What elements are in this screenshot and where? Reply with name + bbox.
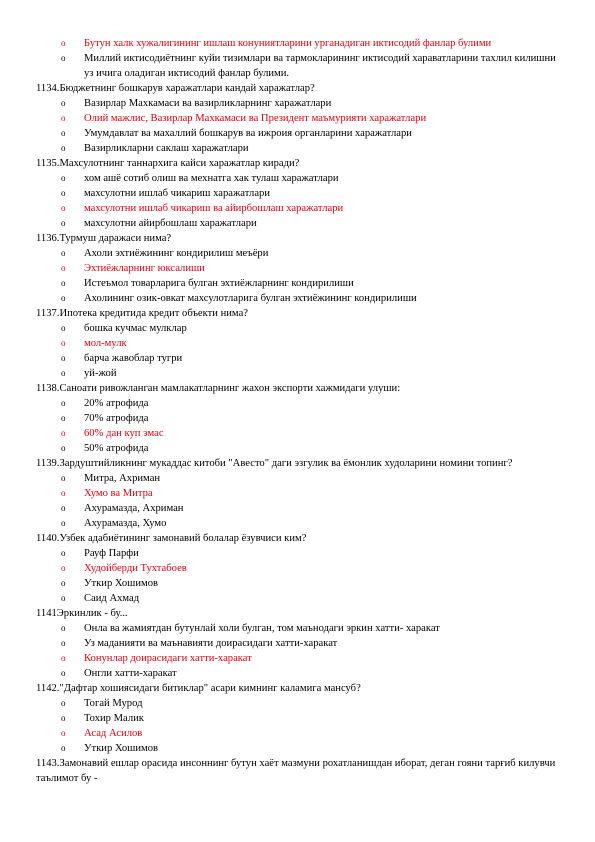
bullet-icon: o [61, 443, 66, 453]
bullet-icon: o [61, 173, 66, 183]
answer-option-correct [0, 201, 565, 216]
bullet-icon: o [61, 38, 66, 48]
answer-option-text: Онгли хатти-харакат [84, 668, 177, 679]
answer-option [0, 546, 565, 561]
bullet-icon: o [61, 203, 66, 213]
bullet-icon: o [61, 428, 66, 438]
bullet-icon: o [61, 518, 66, 528]
answer-option [0, 696, 565, 711]
answer-option-text: Истеъмол товарларига булган эхтиёжларнинг кондирилиши [84, 278, 354, 289]
answer-option-text: Асад Асилов [84, 728, 143, 739]
answer-option-text: Конунлар доирасидаги хатти-харакат [84, 653, 252, 664]
answer-option [0, 276, 565, 291]
bullet-icon: o [61, 593, 66, 603]
answer-option [0, 576, 565, 591]
answer-option-correct [0, 651, 565, 666]
document-page [0, 36, 595, 786]
answer-option [0, 366, 565, 381]
bullet-icon: o [61, 713, 66, 723]
bullet-icon: o [61, 188, 66, 198]
answer-option-correct [0, 336, 565, 351]
answer-option-text: Худойберди Тухтабоев [84, 563, 187, 574]
answer-option-correct [0, 486, 565, 501]
answer-option-text: мол-мулк [84, 338, 127, 349]
bullet-icon: o [61, 218, 66, 228]
question-text: 1137.Ипотека кредитида кредит объекти нима? [36, 308, 248, 319]
answer-option-correct [0, 111, 565, 126]
answer-option-text: Ахолининг озик-овкат махсулотларига булган эхтиёжининг кондирилиши [84, 293, 417, 304]
answer-option-text: 20% атрофида [84, 398, 149, 409]
bullet-icon: o [61, 248, 66, 258]
answer-option-text: Саид Ахмад [84, 593, 140, 604]
bullet-icon: o [61, 728, 66, 738]
bullet-icon: o [61, 503, 66, 513]
answer-option-text: Олий мажлис, Вазирлар Махкамаси ва Президент маъмурияти харажатлари [84, 113, 427, 124]
bullet-icon: o [61, 53, 66, 63]
answer-option [0, 246, 565, 261]
answer-option-text: Уз маданияти ва маънавияти доирасидаги хатти-харакат [84, 638, 338, 649]
bullet-icon: o [61, 113, 66, 123]
bullet-icon: o [61, 143, 66, 153]
bullet-icon: o [61, 578, 66, 588]
answer-option-correct [0, 561, 565, 576]
answer-option [0, 711, 565, 726]
answer-option-text: Эхтиёжларнинг юксалиши [84, 263, 205, 274]
answer-option [0, 471, 565, 486]
answer-option [0, 96, 565, 111]
answer-option-text: Умумдавлат ва махаллий бошкарув ва ижроия органларини харажатлари [84, 128, 412, 139]
answer-option-text: Рауф Парфи [84, 548, 139, 559]
answer-option-text: Ахурамазда, Ахриман [84, 503, 184, 514]
answer-option-text: Уткир Хошимов [84, 743, 159, 754]
answer-option [0, 441, 565, 456]
answer-option [0, 636, 565, 651]
answer-option-correct [0, 726, 565, 741]
question-text: 1142."Дафтар хошиясидаги битиклар" асари кимнинг каламига мансуб? [36, 683, 361, 694]
answer-option-text: Бутун халк хужалигининг ишлаш конуниятларини урганадиган иктисодий фанлар булими [84, 38, 492, 49]
bullet-icon: o [61, 98, 66, 108]
answer-option-text: 70% атрофида [84, 413, 149, 424]
bullet-icon: o [61, 353, 66, 363]
answer-option-text: Хумо ва Митра [84, 488, 153, 499]
answer-option [0, 171, 565, 186]
answer-option-text: махсулотни ишлаб чикариш харажатлари [84, 188, 271, 199]
bullet-icon: o [61, 278, 66, 288]
question-text: 1138.Саноати ривожланган мамлакатларнинг жахон экспорти хажмидаги улуши: [36, 383, 401, 394]
bullet-icon: o [61, 263, 66, 273]
answer-option-text: Митра, Ахриман [84, 473, 161, 484]
answer-option-text: Ахурамазда, Хумо [84, 518, 167, 529]
bullet-icon: o [61, 563, 66, 573]
bullet-icon: o [61, 548, 66, 558]
answer-option-text: бошка кучмас мулклар [84, 323, 187, 334]
answer-option-text: 50% атрофида [84, 443, 149, 454]
answer-option-text: Ахоли эхтиёжининг кондирилиш меъёри [84, 248, 269, 259]
answer-option-text: Уткир Хошимов [84, 578, 159, 589]
answer-option-text: Онла ва жамиятдан бутунлай холи булган, том маънодаги эркин хатти- харакат [84, 623, 440, 634]
answer-option-text: Вазирлар Махкамаси ва вазирликларнинг харажатлари [84, 98, 332, 109]
answer-option-text: махсулотни ишлаб чикариш ва айирбошлаш харажатлари [84, 203, 344, 214]
bullet-icon: o [61, 398, 66, 408]
answer-option [0, 516, 565, 531]
answer-option [0, 126, 565, 141]
answer-option-text: хом ашё сотиб олиш ва мехнатга хак тулаш харажатлари [84, 173, 339, 184]
answer-option-correct [0, 36, 565, 51]
bullet-icon: o [61, 668, 66, 678]
answer-option-text: Миллий иктисодиётнинг куйи тизимлари ва тармокларининг иктисодий хараватларини тахлил килишни уз ичига оладиган иктисодий фанлар булими. [84, 53, 556, 79]
answer-option [0, 291, 565, 306]
answer-option [0, 186, 565, 201]
bullet-icon: o [61, 623, 66, 633]
bullet-icon: o [61, 743, 66, 753]
bullet-icon: o [61, 368, 66, 378]
answer-option-text: 60% дан куп эмас [84, 428, 164, 439]
answer-option [0, 321, 565, 336]
answer-option-text: махсулотни айирбошлаш харажатлари [84, 218, 257, 229]
answer-option [0, 666, 565, 681]
question-text: 1134.Бюджетнинг бошкарув харажатлари кандай харажатлар? [36, 83, 315, 94]
question-text: 1143.Замонавий ешлар орасида инсоннинг бутун хаёт мазмуни рохатланишдан иборат, деган гояни тарғиб килувчи таълимот бу - [36, 758, 556, 784]
question-text: 1136.Турмуш даражаси нима? [36, 233, 172, 244]
bullet-icon: o [61, 338, 66, 348]
answer-option-text: Тохир Малик [84, 713, 144, 724]
answer-option-correct [0, 426, 565, 441]
answer-option [0, 351, 565, 366]
bullet-icon: o [61, 698, 66, 708]
bullet-icon: o [61, 413, 66, 423]
answer-option [0, 621, 565, 636]
question-text: 1139.Зардуштийликнинг мукаддас китоби "Авесто" даги эзгулик ва ёмонлик худоларини номини топинг? [36, 458, 513, 469]
answer-option [0, 396, 565, 411]
answer-option-text: уй-жой [84, 368, 117, 379]
question-text: 1140.Узбек адабиётининг замонавий болалар ёзувчиси ким? [36, 533, 307, 544]
question-text: 1141Эркинлик - бу... [36, 608, 128, 619]
bullet-icon: o [61, 653, 66, 663]
bullet-icon: o [61, 323, 66, 333]
bullet-icon: o [61, 293, 66, 303]
answer-option-correct [0, 261, 565, 276]
answer-option [0, 141, 565, 156]
answer-option [0, 51, 565, 81]
answer-option [0, 741, 565, 756]
answer-option [0, 216, 565, 231]
bullet-icon: o [61, 128, 66, 138]
question-text: 1135.Махсулотнинг таннархига кайси харажатлар киради? [36, 158, 300, 169]
bullet-icon: o [61, 488, 66, 498]
answer-option [0, 591, 565, 606]
answer-option [0, 411, 565, 426]
answer-option [0, 501, 565, 516]
answer-option-text: барча жавоблар тугри [84, 353, 183, 364]
answer-option-text: Вазирликларни саклаш харажатлари [84, 143, 249, 154]
bullet-icon: o [61, 473, 66, 483]
answer-option-text: Тогай Мурод [84, 698, 143, 709]
bullet-icon: o [61, 638, 66, 648]
